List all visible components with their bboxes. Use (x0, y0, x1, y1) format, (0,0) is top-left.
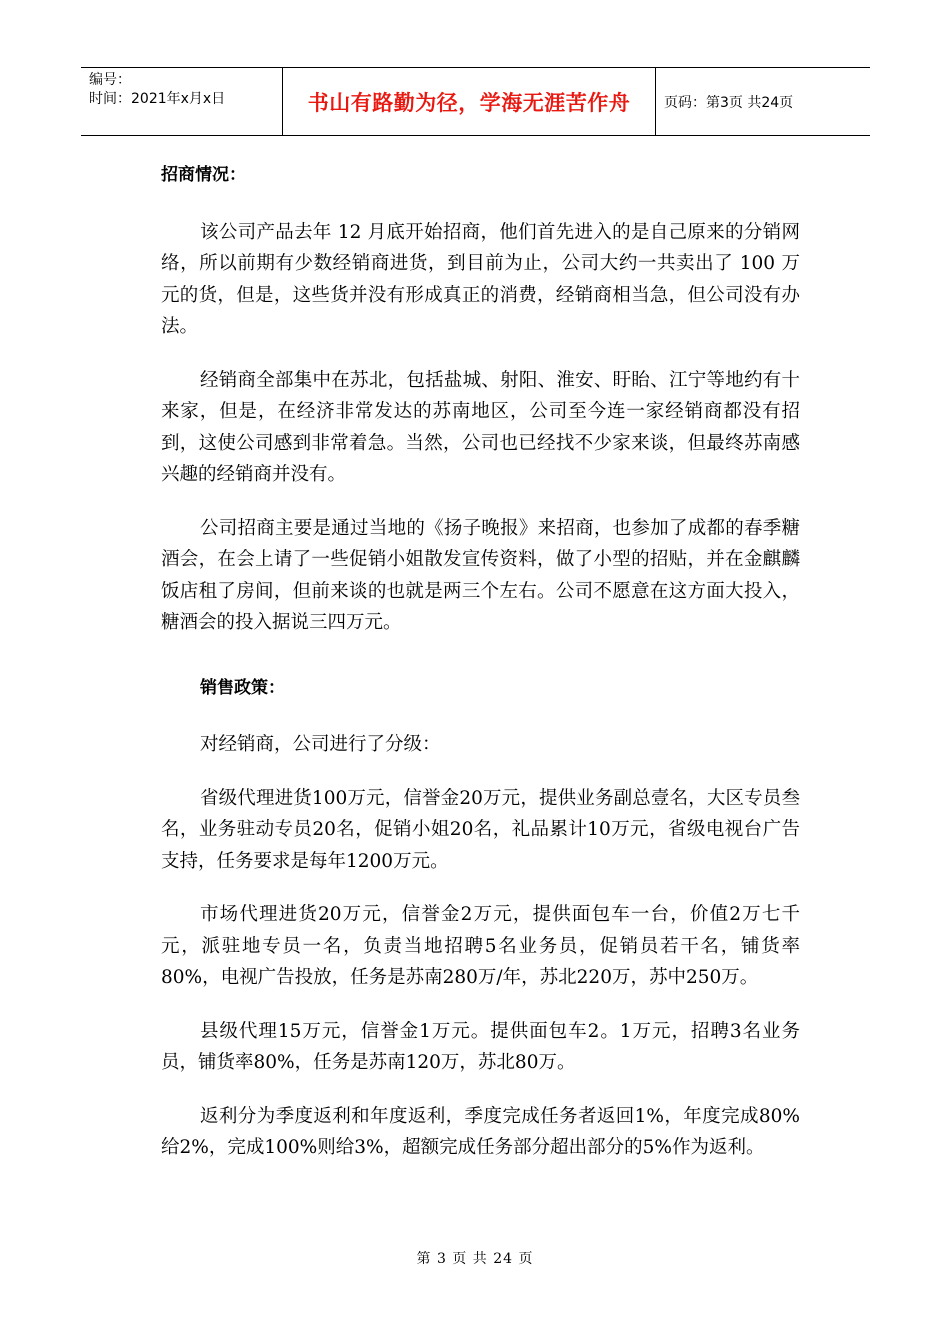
paragraph: 对经销商，公司进行了分级： (200, 734, 441, 755)
paragraph: 公司招商主要是通过当地的《扬子晚报》来招商，也参加了成都的春季糖酒会，在会上请了一些促销小姐散发宣传资料，做了小型的招贴，并在金麒麟饭店租了房间，但前来谈的也就是两三个左右。公司不愿意在这方面大投入，糖酒会的投入据说三四万元。 (161, 517, 800, 633)
page-header (81, 67, 870, 136)
document-time-label: 时间：2021年x月x日 (89, 91, 226, 107)
page-footer: 第 3 页 共 24 页 (416, 1251, 534, 1267)
header-page-info: 页码：第3页 共24页 (664, 94, 794, 111)
section-heading-recruit: 招商情况： (161, 165, 246, 185)
header-meta (81, 68, 283, 135)
section-heading-sales: 销售政策： (200, 677, 285, 698)
document-number-label: 编号： (89, 72, 131, 88)
paragraph: 该公司产品去年 12 月底开始招商，他们首先进入的是自己原来的分销网络，所以前期有少数经销商进货，到目前为止，公司大约一共卖出了 100 万元的货，但是，这些货并没有形成真正的消费，经销商相当急，但公司没有办法。 (161, 221, 800, 337)
paragraph: 返利分为季度返利和年度返利，季度完成任务者返回1%，年度完成80%给2%，完成100%则给3%，超额完成任务部分超出部分的5%作为返利。 (161, 1105, 800, 1158)
document-body (161, 148, 800, 1164)
header-motto: 书山有路勤为径，学海无涯苦作舟 (283, 68, 656, 135)
paragraph: 省级代理进货100万元，信誉金20万元，提供业务副总壹名，大区专员叁名，业务驻动专员20名，促销小姐20名，礼品累计10万元，省级电视台广告支持，任务要求是每年1200万元。 (161, 787, 800, 872)
paragraph: 市场代理进货20万元，信誉金2万元，提供面包车一台，价值2万七千元，派驻地专员一名，负责当地招聘5名业务员，促销员若干名，铺货率80%，电视广告投放，任务是苏南280万/年，苏北220万，苏中250万。 (161, 904, 800, 988)
paragraph: 县级代理15万元，信誉金1万元。提供面包车2。1万元，招聘3名业务员，铺货率80%，任务是苏南120万，苏北80万。 (161, 1020, 800, 1073)
paragraph: 经销商全部集中在苏北，包括盐城、射阳、淮安、盱眙、江宁等地约有十来家，但是，在经济非常发达的苏南地区，公司至今连一家经销商都没有招到，这使公司感到非常着急。当然，公司也已经找不少家来谈，但最终苏南感兴趣的经销商并没有。 (161, 369, 800, 485)
